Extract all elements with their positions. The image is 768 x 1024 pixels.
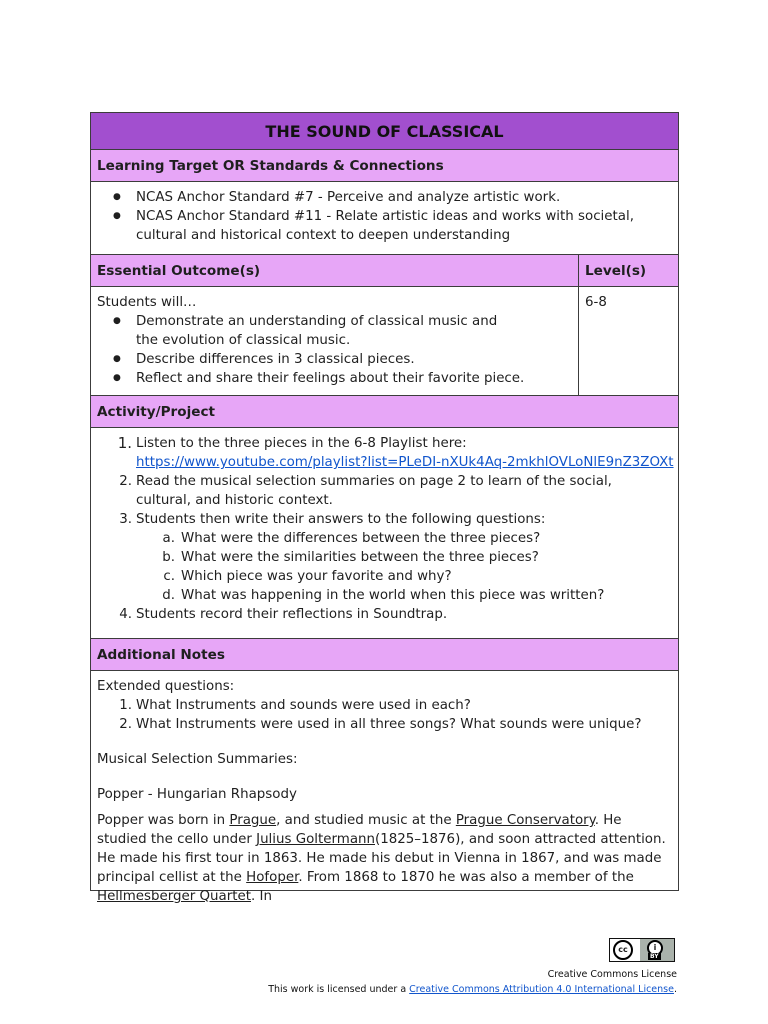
list-item: ● NCAS Anchor Standard #7 - Perceive and analyze artistic work.: [91, 188, 678, 207]
level-header: Level(s): [585, 263, 647, 279]
prague-link[interactable]: Prague: [229, 813, 277, 828]
notes-cell: [91, 671, 678, 906]
by-attribution-icon: i: [647, 940, 663, 956]
playlist-link[interactable]: https://www.youtube.com/playlist?list=PLeDI-nXUk4Aq-2mkhlOVLoNlE9nZ3ZOXt: [136, 455, 674, 470]
step-text: Students record their reflections in Soundtrap.: [136, 607, 448, 622]
outcomes-intro: Students will…: [97, 295, 197, 310]
activity-steps: [91, 434, 678, 624]
standards-list: [91, 188, 678, 245]
activity-cell: [91, 428, 678, 639]
step-text: Listen to the three pieces in the 6-8 Playlist here:: [136, 436, 467, 451]
list-item: 4. Students record their reflections in Soundtrap.: [119, 607, 448, 622]
level-value: 6-8: [585, 295, 607, 310]
outcomes-list: [91, 312, 578, 388]
hofoper-link[interactable]: Hofoper: [246, 870, 299, 885]
license-title: Creative Commons License: [547, 969, 677, 980]
step-text: Read the musical selection summaries on page 2 to learn of the social, cultural, and historic context.: [136, 474, 612, 508]
list-item: 2. What Instruments were used in all three songs? What sounds were unique?: [119, 717, 642, 732]
activity-header: Activity/Project: [91, 396, 678, 428]
document-title: THE SOUND OF CLASSICAL: [91, 113, 678, 150]
outcomes-header: Essential Outcome(s): [91, 255, 579, 286]
learning-target-cell: [91, 182, 678, 255]
license-link[interactable]: Creative Commons Attribution 4.0 International License: [409, 984, 674, 995]
list-item: d. What was happening in the world when this piece was written?: [162, 588, 605, 603]
piece-title: Popper - Hungarian Rhapsody: [97, 787, 297, 802]
hellmesberger-quartet-link[interactable]: Hellmesberger Quartet: [97, 889, 251, 904]
popper-bio: Popper was born in Prague, and studied music at the Prague Conservatory. He studied the cello under Julius Goltermann(1825–1876), and soon attracted attention. He made his first tour in 1863. He made his debut in Vienna in 1867, and was made principal cellist at the Hofoper. From 1868 to 1870 he was also a member of the Hellmesberger Quartet. In: [97, 813, 666, 904]
outcomes-header-row: [91, 255, 678, 287]
cc-by-badge[interactable]: [609, 938, 675, 962]
outcomes-row: [91, 287, 678, 396]
cc-icon: cc: [613, 940, 633, 960]
question-list: [91, 529, 678, 605]
lesson-plan-table: [90, 112, 679, 904]
license-statement: This work is licensed under a Creative Commons Attribution 4.0 International License.: [268, 984, 677, 995]
step-text: Students then write their answers to the following questions:: [136, 512, 546, 527]
list-item: a. What were the differences between the three pieces?: [162, 531, 541, 546]
list-item: c. Which piece was your favorite and why?: [163, 569, 452, 584]
extended-list: [91, 696, 672, 734]
extended-label: Extended questions:: [97, 679, 235, 694]
by-label: BY: [650, 953, 659, 960]
learning-target-header: Learning Target OR Standards & Connections: [91, 150, 678, 182]
prague-conservatory-link[interactable]: Prague Conservatory: [455, 813, 595, 828]
list-item: ● Demonstrate an understanding of classical music and the evolution of classical music.: [91, 312, 578, 350]
notes-header: Additional Notes: [91, 639, 678, 671]
list-item: 2. Read the musical selection summaries on page 2 to learn of the social, cultural, and historic context.: [119, 474, 612, 508]
list-item: 1. What Instruments and sounds were used in each?: [119, 698, 471, 713]
list-item: 3. Students then write their answers to the following questions: a. What were the differences between the three pieces? b. What were the similarities between the three pieces? c. Which piece was your favorite and why? d. What was happening in the world when this piece was written?: [91, 510, 678, 605]
list-item: ● Describe differences in 3 classical pieces.: [91, 350, 578, 369]
list-item: 1. Listen to the three pieces in the 6-8 Playlist here: https://www.youtube.com/playlist?list=PLeDI-nXUk4Aq-2mkhlOVLoNlE9nZ3ZOXt: [117, 434, 674, 470]
goltermann-link[interactable]: Julius Goltermann: [256, 832, 375, 847]
list-item: ● Reflect and share their feelings about their favorite piece.: [91, 369, 578, 388]
list-item: ● NCAS Anchor Standard #11 - Relate artistic ideas and works with societal, cultural and historical context to deepen understanding: [91, 207, 678, 245]
list-item: b. What were the similarities between the three pieces?: [162, 550, 539, 565]
summaries-label: Musical Selection Summaries:: [97, 752, 298, 767]
